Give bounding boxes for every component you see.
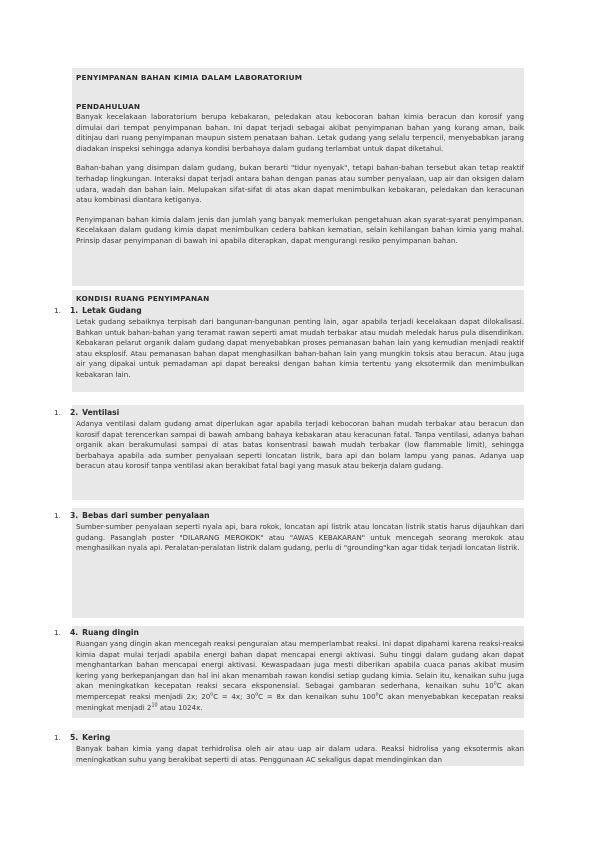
section-body: Sumber-sumber penyalaan seperti nyala api, bara rokok, loncatan api listrik atau loncatan listrik statis harus dijauhkan dari gudang. Pasanglah poster "DILARANG MEROKOK" atau "AWAS KEBAKARAN" untuk mencegah seorang merokok atau menghasilkan nyala api. Peralatan-peralatan listrik dalam gudang, perlu di "grounding"kan agar tidak terjadi loncatan listrik. (76, 522, 524, 553)
intro-heading: PENDAHULUAN (76, 102, 141, 111)
list-number: 1. (54, 628, 61, 637)
section-body: Ruangan yang dingin akan mencegah reaksi penguraian atau memperlambat reaksi. Ini dapat dipahami karena reaksi-reaksi kimia dapat mulai terjadi apabila energi bahan dapat mencapai energi aktivasi. Suhu tinggi dalam gudang akan dapat menghantarkan bahan mencapai energi aktivasi. Kewaspadaan juga mesti diberikan apabila cuaca panas akibat musim kering yang berkepanjangan dan hal ini akan menambah rawan kondisi setiap gudang kimia. Selain itu, kenaikan suhu juga akan meningkatkan kecepatan reaksi secara eksponensial. Sebagai gambaran sederhana, kenaikan suhu 10$^o$C akan mempercepat reaksi menjadi 2x; $20^oC = 4x$; $30^oC = 8x$ dan kenaikan suhu 100$^o$C akan menyebabkan kecepatan reaksi meningkat menjadi $2^{10}$ atau 1024x. (76, 639, 524, 712)
intro-paragraph: Banyak kecelakaan laboratorium berupa kebakaran, peledakan atau kebocoran bahan kimia beracun dan korosif yang dimulai dari tempat penyimpanan bahan. Ini dapat terjadi sebagai akibat penyimpanan bahan yang kurang aman, baik ditinjau dari ruang penyimpanan maupun sistem penataan bahan. Letak gudang yang selalu terpencil, menyebabkan jarang diadakan inspeksi sehingga adanya kondisi berbahaya dalam gudang terlambat untuk dapat diketahui. (76, 112, 524, 153)
section-title: 2. Ventilasi (70, 408, 120, 417)
section-title: 5. Kering (70, 733, 111, 742)
section-body: Letak gudang sebaiknya terpisah dari bangunan-bangunan penting lain, agar apabila terjadi kecelakaan dapat dilokalisasi. Bahkan untuk bahan-bahan yang teramat rawan seperti amat mudah terbakar atau mudah meledak harus pula disendirikan. Kebakaran pelarut organik dalam gudang dapat menyebabkan proses pemanasan bahan lain yang kemudian menjadi reaktif atau eksplosif. Atau pemanasan bahan dapat menghasilkan bahan-bahan lain yang mungkin toksis atau beracun. Atau juga air yang dipakai untuk pemadaman api dapat bereaksi dengan bahan kimia tertentu yang eksotermik dan menimbulkan kebakaran lain. (76, 317, 524, 379)
list-number: 1. (54, 511, 61, 520)
intro-paragraph: Penyimpanan bahan kimia dalam jenis dan jumlah yang banyak memerlukan pengetahuan akan syarat-syarat penyimpanan. Kecelakaan dalam gudang kimia dapat menimbulkan cedera bahkan kematian, selain kehilangan bahan kimia yang mahal. Prinsip dasar penyimpanan di bawah ini apabila diterapkan, dapat mengurangi resiko penyimpanan bahan. (76, 214, 524, 245)
section-body: Banyak bahan kimia yang dapat terhidrolisa oleh air atau uap air dalam udara. Reaksi hidrolisa yang eksotermis akan meningkatkan suhu yang berakibat seperti di atas. Penggunaan AC sekaligus dapat mendinginkan dan (76, 744, 524, 764)
list-number: 1. (54, 408, 61, 417)
document-title: PENYIMPANAN BAHAN KIMIA DALAM LABORATORIUM (76, 73, 303, 82)
intro-body (76, 112, 524, 256)
list-number: 1. (54, 306, 61, 315)
section-title: 1. Letak Gudang (70, 306, 142, 315)
section-title: 3. Bebas dari sumber penyalaan (70, 511, 210, 520)
conditions-heading: KONDISI RUANG PENYIMPANAN (76, 294, 210, 303)
section-body: Adanya ventilasi dalam gudang amat diperlukan agar apabila terjadi kebocoran bahan mudah terbakar atau beracun dan korosif dapat terencerkan sampai di bawah ambang bahaya kebakaran atau keracunan fatal. Tanpa ventilasi, adanya bahan organik akan berakumulasi sampai di atas batas konsentrasi bawah mudah terbakar (low flammable limit), sehingga berbahaya apabila ada sumber penyalaan seperti loncatan listrik, bara api dan bolam lampu yang panas. Adanya uap beracun atau korosif tanpa ventilasi akan berakibat fatal bagi yang masuk atau bekerja dalam gudang. (76, 419, 524, 471)
intro-paragraph: Bahan-bahan yang disimpan dalam gudang, bukan berarti "tidur nyenyak", tetapi bahan-bahan tersebut akan tetap reaktif terhadap lingkungan. Interaksi dapat terjadi antara bahan dengan panas atau sumber penyalaan, uap air dan oksigen dalam udara, wadah dan bahan lain. Melupakan sifat-sifat di atas akan dapat menimbulkan kebakaran, peledakan dan keracunan atau kombinasi diantara ketiganya. (76, 163, 524, 205)
list-number: 1. (54, 733, 61, 742)
section-title: 4. Ruang dingin (70, 628, 139, 637)
